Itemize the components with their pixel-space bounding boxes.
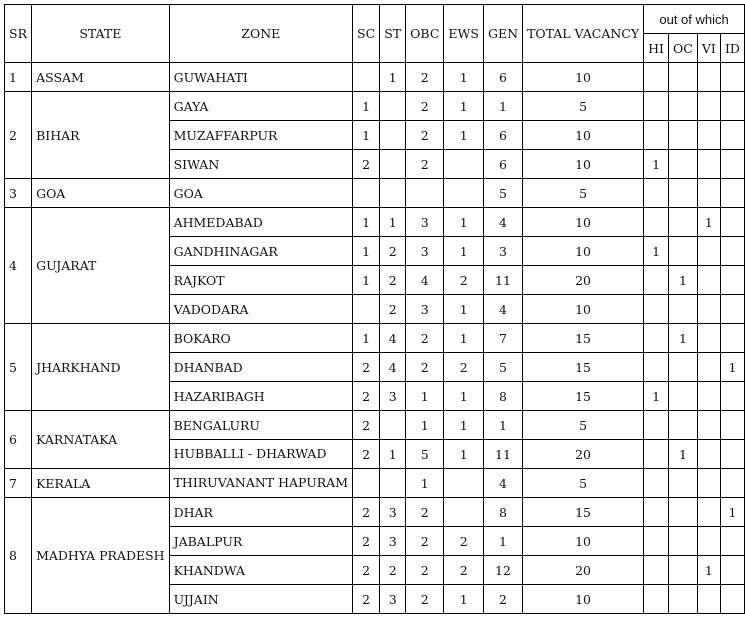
table-row [5,324,745,353]
cell-zone: AHMEDABAD [169,208,352,237]
cell-vi [697,527,720,556]
cell-hi [644,92,669,121]
cell-sc: 1 [353,237,380,266]
cell-sc: 2 [353,411,380,440]
cell-id [720,527,744,556]
cell-sc: 2 [353,382,380,411]
cell-zone: RAJKOT [169,266,352,295]
cell-oc [669,121,698,150]
cell-st: 2 [380,266,406,295]
cell-vi [697,63,720,92]
cell-zone: JABALPUR [169,527,352,556]
cell-st: 3 [380,527,406,556]
cell-id [720,469,744,498]
cell-state: MADHYA PRADESH [32,498,170,614]
cell-oc [669,92,698,121]
cell-gen: 12 [483,556,522,585]
cell-sr: 2 [5,92,32,179]
cell-id [720,295,744,324]
cell-zone: KHANDWA [169,556,352,585]
cell-total: 20 [523,556,644,585]
cell-ews: 1 [444,585,484,614]
cell-hi [644,527,669,556]
cell-vi [697,440,720,469]
cell-oc [669,179,698,208]
cell-gen: 4 [483,295,522,324]
cell-hi [644,179,669,208]
cell-vi [697,92,720,121]
cell-st: 1 [380,208,406,237]
cell-ews: 2 [444,527,484,556]
cell-total: 10 [523,585,644,614]
cell-hi [644,324,669,353]
cell-vi [697,585,720,614]
cell-sc: 2 [353,585,380,614]
cell-vi [697,353,720,382]
cell-ews: 1 [444,382,484,411]
cell-id [720,585,744,614]
cell-gen: 1 [483,527,522,556]
table-row [5,411,745,440]
cell-sr: 6 [5,411,32,469]
cell-gen: 4 [483,208,522,237]
cell-zone: GANDHINAGAR [169,237,352,266]
cell-obc: 2 [406,353,444,382]
cell-vi [697,266,720,295]
cell-vi: 1 [697,556,720,585]
cell-obc: 2 [406,121,444,150]
cell-hi [644,556,669,585]
cell-hi [644,440,669,469]
cell-gen: 11 [483,440,522,469]
header-st: ST [380,5,406,63]
cell-total: 10 [523,295,644,324]
cell-obc: 2 [406,324,444,353]
cell-sc: 1 [353,266,380,295]
cell-oc [669,63,698,92]
cell-obc: 1 [406,469,444,498]
cell-ews [444,150,484,179]
cell-gen: 3 [483,237,522,266]
cell-total: 5 [523,92,644,121]
cell-ews [444,179,484,208]
cell-state: BIHAR [32,92,170,179]
cell-gen: 2 [483,585,522,614]
cell-total: 5 [523,469,644,498]
cell-state: GOA [32,179,170,208]
cell-oc [669,150,698,179]
cell-id: 1 [720,353,744,382]
cell-sc [353,179,380,208]
table-header [5,5,745,63]
cell-vi [697,469,720,498]
cell-id [720,92,744,121]
cell-sc: 1 [353,121,380,150]
cell-ews: 1 [444,208,484,237]
cell-hi [644,469,669,498]
cell-hi [644,208,669,237]
cell-total: 20 [523,440,644,469]
cell-st: 4 [380,353,406,382]
cell-oc: 1 [669,266,698,295]
cell-zone: GOA [169,179,352,208]
cell-oc [669,382,698,411]
cell-sr: 3 [5,179,32,208]
cell-obc: 3 [406,208,444,237]
cell-st: 1 [380,63,406,92]
cell-ews: 1 [444,295,484,324]
cell-obc: 2 [406,556,444,585]
cell-id [720,411,744,440]
cell-state: ASSAM [32,63,170,92]
cell-zone: SIWAN [169,150,352,179]
cell-oc [669,469,698,498]
cell-id [720,237,744,266]
cell-zone: MUZAFFARPUR [169,121,352,150]
cell-zone: HAZARIBAGH [169,382,352,411]
cell-id [720,208,744,237]
cell-oc [669,527,698,556]
cell-obc: 2 [406,498,444,527]
cell-zone: BENGALURU [169,411,352,440]
cell-id [720,266,744,295]
cell-st: 3 [380,498,406,527]
cell-st: 2 [380,556,406,585]
cell-st [380,121,406,150]
cell-zone: DHANBAD [169,353,352,382]
cell-total: 5 [523,179,644,208]
cell-gen: 1 [483,92,522,121]
cell-obc [406,179,444,208]
cell-st: 2 [380,295,406,324]
cell-total: 10 [523,63,644,92]
cell-obc: 5 [406,440,444,469]
cell-obc: 4 [406,266,444,295]
cell-vi [697,237,720,266]
cell-sc: 2 [353,150,380,179]
header-ews: EWS [444,5,484,63]
table-row [5,179,745,208]
cell-st: 2 [380,237,406,266]
cell-zone: DHAR [169,498,352,527]
header-id: ID [720,34,744,63]
cell-total: 10 [523,150,644,179]
cell-total: 15 [523,382,644,411]
cell-id [720,440,744,469]
cell-gen: 6 [483,63,522,92]
header-state: STATE [32,5,170,63]
cell-ews: 1 [444,237,484,266]
cell-st [380,92,406,121]
header-sr: SR [5,5,32,63]
table-row [5,63,745,92]
cell-id [720,179,744,208]
cell-oc [669,237,698,266]
cell-hi: 1 [644,382,669,411]
header-sc: SC [353,5,380,63]
header-gen: GEN [483,5,522,63]
cell-zone: HUBBALLI - DHARWAD [169,440,352,469]
cell-hi [644,411,669,440]
cell-gen: 6 [483,121,522,150]
cell-zone: GUWAHATI [169,63,352,92]
header-obc: OBC [406,5,444,63]
cell-sr: 4 [5,208,32,324]
cell-vi [697,498,720,527]
cell-obc: 2 [406,92,444,121]
cell-st [380,469,406,498]
cell-id [720,121,744,150]
cell-oc [669,556,698,585]
cell-sc [353,63,380,92]
cell-vi [697,150,720,179]
header-vi: VI [697,34,720,63]
table-row [5,208,745,237]
cell-total: 5 [523,411,644,440]
cell-obc: 2 [406,150,444,179]
cell-vi [697,382,720,411]
cell-hi [644,585,669,614]
cell-gen: 5 [483,353,522,382]
cell-gen: 5 [483,179,522,208]
cell-sc [353,469,380,498]
cell-hi: 1 [644,237,669,266]
cell-state: KERALA [32,469,170,498]
cell-sc [353,295,380,324]
cell-obc: 2 [406,527,444,556]
cell-sc: 1 [353,208,380,237]
cell-oc [669,208,698,237]
cell-id [720,63,744,92]
cell-state: GUJARAT [32,208,170,324]
cell-hi [644,295,669,324]
cell-gen: 1 [483,411,522,440]
vacancy-table-container [4,4,745,614]
cell-st [380,411,406,440]
cell-ews: 1 [444,440,484,469]
cell-zone: UJJAIN [169,585,352,614]
header-hi: HI [644,34,669,63]
cell-hi [644,121,669,150]
table-row [5,469,745,498]
cell-st: 3 [380,382,406,411]
cell-sr: 8 [5,498,32,614]
cell-sc: 2 [353,498,380,527]
cell-hi [644,498,669,527]
cell-ews: 1 [444,324,484,353]
cell-state: KARNATAKA [32,411,170,469]
vacancy-table [4,4,745,614]
cell-ews [444,469,484,498]
cell-vi [697,411,720,440]
cell-oc [669,353,698,382]
cell-total: 10 [523,527,644,556]
cell-total: 10 [523,237,644,266]
cell-total: 10 [523,208,644,237]
cell-hi: 1 [644,150,669,179]
cell-gen: 4 [483,469,522,498]
cell-oc [669,411,698,440]
cell-oc: 1 [669,440,698,469]
cell-ews [444,498,484,527]
cell-ews: 1 [444,411,484,440]
cell-vi [697,324,720,353]
cell-total: 20 [523,266,644,295]
header-out-of-which: out of which [644,5,745,34]
cell-st [380,150,406,179]
cell-hi [644,266,669,295]
cell-oc [669,295,698,324]
cell-total: 10 [523,121,644,150]
cell-sr: 7 [5,469,32,498]
table-row [5,498,745,527]
cell-st: 1 [380,440,406,469]
cell-vi [697,295,720,324]
cell-obc: 1 [406,411,444,440]
cell-hi [644,353,669,382]
cell-state: JHARKHAND [32,324,170,411]
cell-sr: 1 [5,63,32,92]
cell-oc: 1 [669,324,698,353]
cell-ews: 1 [444,63,484,92]
table-body [5,63,745,614]
cell-total: 15 [523,324,644,353]
cell-zone: BOKARO [169,324,352,353]
cell-obc: 1 [406,382,444,411]
cell-sc: 1 [353,92,380,121]
cell-oc [669,498,698,527]
cell-gen: 8 [483,498,522,527]
cell-obc: 3 [406,295,444,324]
cell-obc: 2 [406,585,444,614]
header-zone: ZONE [169,5,352,63]
cell-hi [644,63,669,92]
cell-sc: 2 [353,353,380,382]
cell-obc: 2 [406,63,444,92]
cell-gen: 6 [483,150,522,179]
cell-zone: VADODARA [169,295,352,324]
cell-id [720,324,744,353]
header-oc: OC [669,34,698,63]
cell-st: 4 [380,324,406,353]
cell-vi [697,179,720,208]
cell-zone: THIRUVANANT HAPURAM [169,469,352,498]
cell-id [720,382,744,411]
cell-vi [697,121,720,150]
cell-ews: 1 [444,92,484,121]
cell-sc: 2 [353,527,380,556]
cell-id [720,556,744,585]
cell-vi: 1 [697,208,720,237]
cell-sc: 2 [353,556,380,585]
cell-ews: 2 [444,353,484,382]
cell-gen: 11 [483,266,522,295]
cell-sr: 5 [5,324,32,411]
table-row [5,92,745,121]
cell-total: 15 [523,498,644,527]
cell-st [380,179,406,208]
cell-st: 3 [380,585,406,614]
cell-total: 15 [523,353,644,382]
cell-ews: 1 [444,121,484,150]
cell-id: 1 [720,498,744,527]
cell-oc [669,585,698,614]
cell-obc: 3 [406,237,444,266]
cell-zone: GAYA [169,92,352,121]
cell-sc: 1 [353,324,380,353]
cell-sc: 2 [353,440,380,469]
header-total-vacancy: TOTAL VACANCY [523,5,644,63]
cell-gen: 7 [483,324,522,353]
cell-ews: 2 [444,266,484,295]
cell-ews: 2 [444,556,484,585]
cell-gen: 8 [483,382,522,411]
cell-id [720,150,744,179]
